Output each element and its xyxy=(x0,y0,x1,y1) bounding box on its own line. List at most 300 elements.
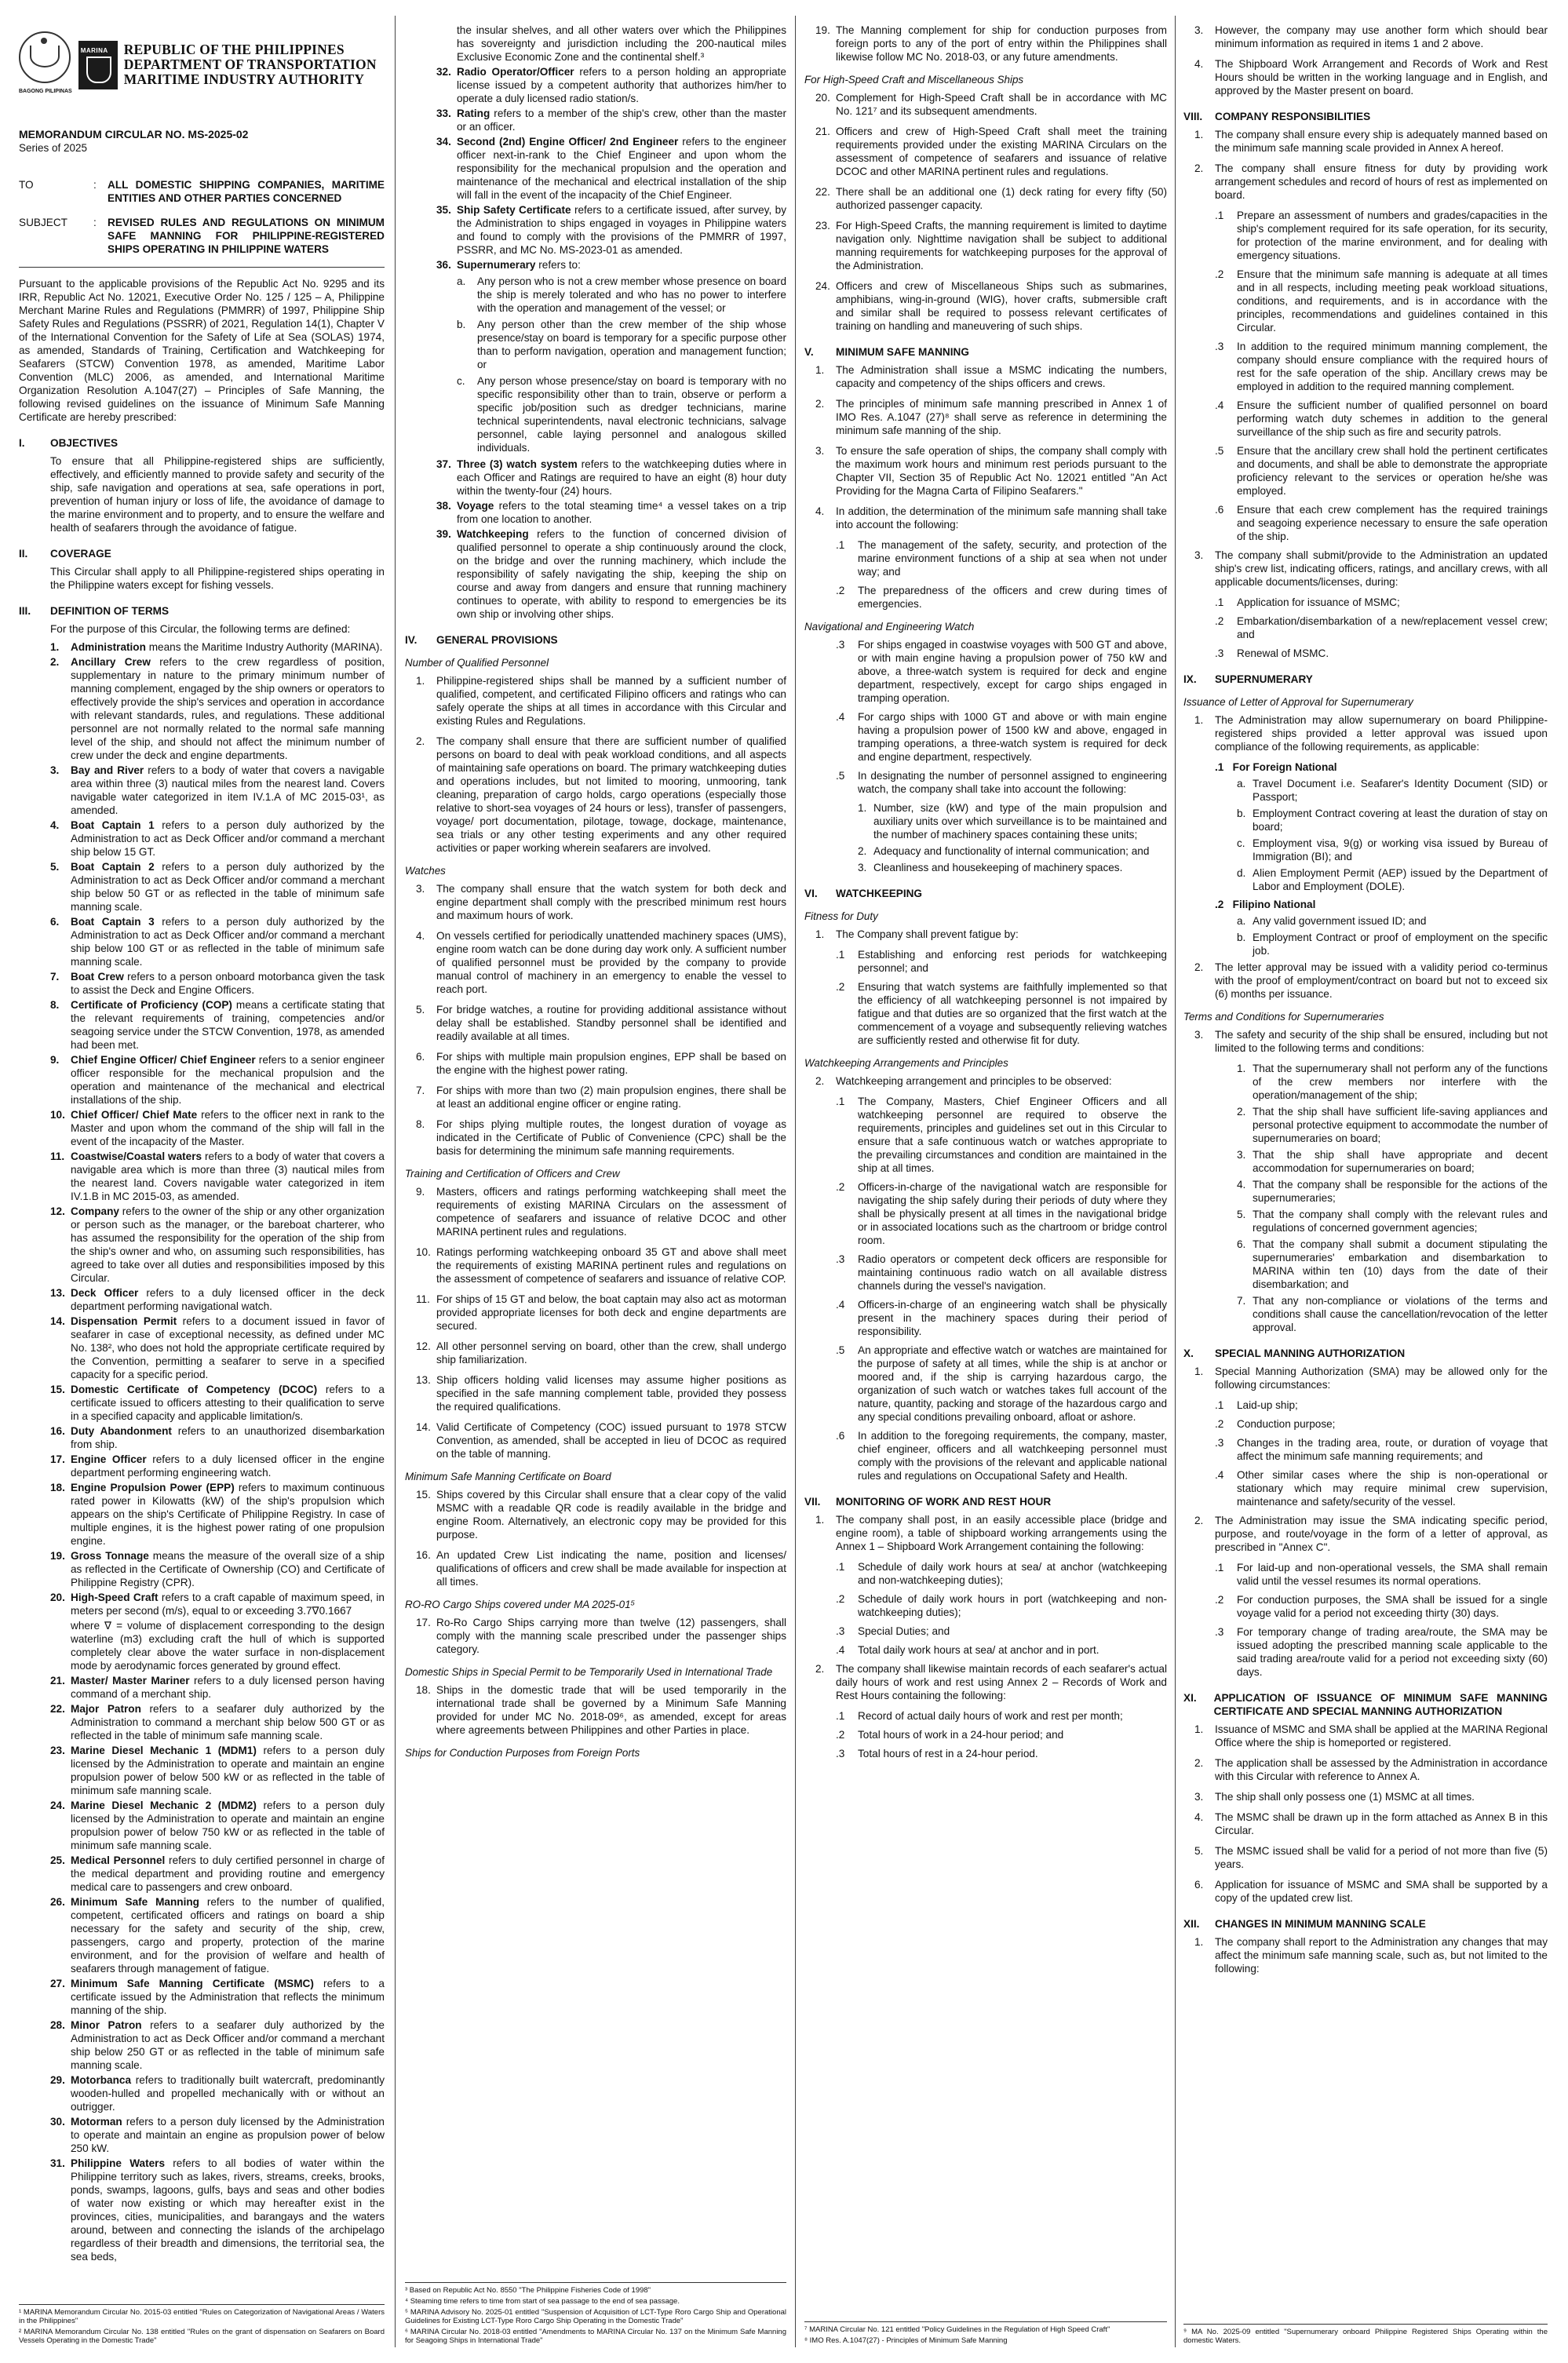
text: .2 xyxy=(836,1593,845,1605)
definition-item xyxy=(436,65,786,105)
text: That the company shall be responsible for the actions of the supernumeraries; xyxy=(1253,1179,1548,1204)
paragraph xyxy=(1215,340,1548,393)
text: The principles of minimum safe manning prescribed in Annex 1 of IMO Res. A.1047 (27)⁸ shall serve as reference in determining the minimum safe manning of the ship. xyxy=(836,398,1167,436)
text: Major Patron xyxy=(71,1703,141,1715)
definition-item xyxy=(436,107,786,133)
text: Travel Document i.e. Seafarer's Identity Document (SID) or Passport; xyxy=(1253,778,1548,803)
paragraph xyxy=(1215,1593,1548,1620)
text: The company shall submit/provide to the Administration an updated ship's crew list, indicating officers, ratings, and ancillary crews, with all applicable documents/licenses, during: xyxy=(1215,549,1548,588)
paragraph xyxy=(416,1118,786,1158)
text: .3 xyxy=(1215,341,1224,352)
text: MINIMUM SAFE MANNING xyxy=(836,346,969,358)
text: refers to maximum continuous rated power in Kilowatts (kW) of the ship's propulsion which appears on the ship's Certificate of Philippine Registry. In case of multiple engines, it is the highest power rating of one propulsion engine. xyxy=(71,1482,385,1547)
paragraph-number: 8. xyxy=(416,1118,425,1130)
text: Any valid government issued ID; and xyxy=(1253,915,1427,927)
paragraph xyxy=(815,444,1167,498)
text: 2. xyxy=(815,398,825,410)
text xyxy=(50,1619,71,1672)
text: SUPERNUMERARY xyxy=(1215,673,1313,685)
footnotes xyxy=(19,2304,385,2347)
paragraph xyxy=(1194,1514,1548,1554)
text: refers to a person duly licensed by the Administration to operate and maintain an engine as propulsion power of below 250 kW. xyxy=(71,2116,385,2154)
paragraph xyxy=(836,538,1167,578)
paragraph-number: 6. xyxy=(416,1051,425,1063)
text: Adequacy and functionality of internal communication; and xyxy=(873,845,1150,857)
text: 1. xyxy=(815,364,825,376)
footnotes xyxy=(804,2321,1167,2347)
paragraph xyxy=(1215,647,1548,660)
text: The MSMC shall be drawn up in the form attached as Annex B in this Circular. xyxy=(1215,1811,1548,1836)
text: 6. xyxy=(50,916,60,928)
text: An updated Crew List indicating the name, position and licenses/ qualifications of officers and crew shall be made available for inspection at all times. xyxy=(436,1549,786,1588)
text: 1. xyxy=(1237,1063,1246,1074)
paragraph xyxy=(416,1683,786,1737)
text: For High-Speed Crafts, the manning requirement is limited to daytime navigation only. Nighttime navigation shall be subject to additional manning requirements for watchkeeping purposes for the approval of the Administration. xyxy=(836,220,1167,272)
definition-body xyxy=(71,655,385,762)
subheading: Navigational and Engineering Watch xyxy=(804,621,975,633)
text: refers to a duly licensed person having command of a merchant ship. xyxy=(71,1675,385,1700)
memo-subject: SUBJECT : REVISED RULES AND REGULATIONS ON MINIMUM SAFE MANNING FOR PHILIPPINE-REGISTERED SHIPS OPERATING IN PHILIPPINE WATERS xyxy=(19,217,385,255)
definition-body xyxy=(71,860,385,913)
text: 2. xyxy=(858,845,867,857)
memo-to: TO : ALL DOMESTIC SHIPPING COMPANIES, MARITIME ENTITIES AND OTHER PARTIES CONCERNED xyxy=(19,179,385,204)
definition-item xyxy=(50,1053,385,1107)
text: That any non-compliance or violations of the terms and conditions shall cause the cancellation/revocation of the letter approval. xyxy=(1253,1295,1548,1333)
definition-item xyxy=(50,1619,385,1672)
paragraph xyxy=(815,219,1167,272)
text: The company shall likewise maintain records of each seafarer's actual daily hours of work and rest using Annex 2 – Records of Work and Rest Hours containing the following: xyxy=(836,1663,1167,1701)
paragraph xyxy=(1215,1417,1548,1431)
subheading: Issuance of Letter of Approval for Supernumerary xyxy=(1183,696,1413,708)
text: XII. xyxy=(1183,1918,1200,1930)
definition-item xyxy=(50,1424,385,1451)
text: refers to a senior engineer officer responsible for the mechanical propulsion and the operation and maintenance of the mechanical and electrical installations of the ship. xyxy=(71,1054,385,1106)
text: Minimum Safe Manning xyxy=(71,1896,199,1908)
definition-item xyxy=(50,1108,385,1148)
paragraph xyxy=(858,844,1167,858)
definition-item xyxy=(50,1481,385,1548)
text: Certificate of Proficiency (COP) xyxy=(71,999,232,1011)
supernumerary-subitem xyxy=(457,318,786,371)
text: 18. xyxy=(50,1482,65,1493)
section-heading xyxy=(1183,1691,1548,1718)
paragraph xyxy=(416,1373,786,1413)
text: All other personnel serving on board, other than the crew, shall undergo ship familiarization. xyxy=(436,1340,786,1366)
text: 3. xyxy=(50,764,60,776)
paragraph xyxy=(858,801,1167,841)
paragraph xyxy=(815,928,1167,941)
text: 14. xyxy=(50,1315,65,1327)
text: The preparedness of the officers and crew during times of emergencies. xyxy=(858,585,1167,610)
definition-item xyxy=(50,860,385,913)
text: a. xyxy=(457,275,466,287)
paragraph xyxy=(1194,713,1548,753)
text: For bridge watches, a routine for providing additional assistance without delay shall be established. Standby personnel shall be identified and readily available at all times. xyxy=(436,1004,786,1042)
definition-item xyxy=(50,998,385,1052)
text: .2 xyxy=(836,1729,845,1741)
definition-body xyxy=(71,1799,385,1852)
text: .1 xyxy=(1215,1399,1224,1411)
definition-item xyxy=(50,2157,385,2263)
paragraph-number: 5. xyxy=(416,1004,425,1016)
paragraph xyxy=(416,882,786,922)
text: .4 xyxy=(836,711,845,723)
definition-body xyxy=(457,135,786,202)
paragraph xyxy=(1194,1365,1548,1391)
paragraph xyxy=(836,1095,1167,1175)
text: 6. xyxy=(1237,1238,1246,1250)
definition-body xyxy=(457,258,786,272)
paragraph xyxy=(836,948,1167,975)
text: 3. xyxy=(1194,1029,1204,1041)
text: 4. xyxy=(815,505,825,517)
definition-item xyxy=(50,1453,385,1479)
paragraph xyxy=(416,1003,786,1043)
text: Application for issuance of MSMC; xyxy=(1237,596,1400,608)
text: refers to an unauthorized disembarkation from ship. xyxy=(71,1425,385,1450)
definition-body xyxy=(457,65,786,105)
footnote: ⁶ MARINA Circular No. 2018-03 entitled "Amendments to MARINA Circular No. 137 on the Minimum Safe Manning for Seagoing Ships in International Trade" xyxy=(405,2328,786,2345)
text: Valid Certificate of Competency (COC) issued pursuant to 1978 STCW Convention, as amended, shall be accepted in lieu of DCOC as required on the table of manning. xyxy=(436,1421,786,1460)
text: 2. xyxy=(815,1663,825,1675)
subheading: Number of Qualified Personnel xyxy=(405,657,549,669)
text: 21. xyxy=(815,126,830,137)
text: Boat Captain 1 xyxy=(71,819,155,831)
text: .3 xyxy=(836,639,845,651)
text: means the measure of the overall size of a ship as reflected in the Certificate of Ownership (CO) and Certificate of Philippine Registry (CPR). xyxy=(71,1550,385,1588)
text: For temporary change of trading area/route, the SMA may be issued adopting the prescribed manning scale applicable to the said trading area/route valid for a period not exceeding sixty (60) days. xyxy=(1237,1626,1548,1678)
definition-item xyxy=(50,1549,385,1589)
text: 7. xyxy=(50,971,60,983)
paragraph xyxy=(1237,1238,1548,1291)
text: SPECIAL MANNING AUTHORIZATION xyxy=(1215,1347,1406,1359)
text: .3 xyxy=(1215,647,1224,659)
text: 3. xyxy=(1194,1791,1204,1803)
paragraph-number: 10. xyxy=(416,1246,431,1258)
text: refers to the watchkeeping duties where in each Officer and Ratings are required to have an eight (8) hour duty within the twenty-four (24) hours. xyxy=(457,458,786,497)
text: Three (3) watch system xyxy=(457,458,578,470)
text: .2 xyxy=(836,981,845,993)
paragraph-number: 14. xyxy=(416,1421,431,1433)
paragraph xyxy=(836,1625,1167,1638)
text: refers to the total steaming time⁴ a vessel takes on a trip from one location to another. xyxy=(457,500,786,525)
text: 4. xyxy=(1194,1811,1204,1823)
paragraph-number: 13. xyxy=(416,1374,431,1386)
text: .3 xyxy=(836,1748,845,1759)
definition-body xyxy=(71,1205,385,1285)
text: Voyage xyxy=(457,500,494,512)
text: In addition to the required minimum manning complement, the company should ensure compliance with the required hours of rest for the safe operation of the ship. Ancillary crews may be employed in addition to the required manning complement. xyxy=(1237,341,1548,392)
text: 37. xyxy=(436,458,451,470)
memo-number: MEMORANDUM CIRCULAR NO. MS-2025-02 xyxy=(19,128,249,140)
paragraph xyxy=(1194,1878,1548,1905)
paragraph xyxy=(815,1513,1167,1553)
paragraph xyxy=(836,1643,1167,1657)
paragraph xyxy=(1237,807,1548,833)
filipino-national-label: .2 Filipino National xyxy=(1215,899,1316,910)
paragraph xyxy=(1215,1468,1548,1508)
definition-item xyxy=(50,1799,385,1852)
text: b. xyxy=(1237,808,1246,819)
text: 34. xyxy=(436,136,451,148)
text: For ships with multiple main propulsion engines, EPP shall be based on the engine with the highest power rating. xyxy=(436,1051,786,1076)
paragraph xyxy=(836,1429,1167,1482)
text: The company shall ensure that there are sufficient number of qualified persons on board to deal with peak workload conditions, and all aspects of maintaining safe operations on board. The primary watchkeeping duties and operations includes, but not limited to mooring, unmooring, tank cleaning, preparation of cargo holds, cargo operations (especially those relative to short-sea voyages of 24 hours or less), transfer of passengers, voyage/ port documentation, pilotage, towage, dockage, maintenance, sea trials or any other testing experiments and any other required activities or paper working wherein seafarers are involved. xyxy=(436,735,786,854)
text: 27. xyxy=(50,1978,65,1989)
paragraph xyxy=(1194,1028,1548,1055)
column-3-content xyxy=(804,24,1167,1760)
text: refers to a person duly licensed by the Administration to operate and maintain an engine propulsion power of below 500 kW or as reflected in the table of minimum safe manning scale. xyxy=(71,1745,385,1796)
text: Chief Engine Officer/ Chief Engineer xyxy=(71,1054,256,1066)
section-heading: III. DEFINITION OF TERMS xyxy=(19,605,170,617)
text: 11. xyxy=(50,1151,65,1162)
header-rule xyxy=(19,267,385,268)
text: That the company shall submit a document stipulating the supernumeraries' embarkation and disembarkation to MARINA within ten (10) days from the date of their disembarkation; and xyxy=(1253,1238,1548,1290)
definition-item xyxy=(50,1591,385,1617)
text: In designating the number of personnel assigned to engineering watch, the company shall take into account the following: xyxy=(858,770,1167,795)
text: For ships engaged in coastwise voyages with 500 GT and above, or with main engine having a propulsion power of 750 kW and above, a three-watch system is required for deck and engine department, respectively, except for cargo ships engaged in tramping operation. xyxy=(858,639,1167,704)
text: Philippine Waters xyxy=(71,2157,166,2169)
text: refers to the number of qualified, competent, certificated officers and ratings on board a ship necessary for the safety and security of the ship, crew, passengers, cargo and property, protection of the marine environment, and for the provision of welfare and health of seafarers through management of fatigue. xyxy=(71,1896,385,1975)
section-heading: II. COVERAGE xyxy=(19,548,111,560)
subheading: Watches xyxy=(405,865,446,877)
text: Motorman xyxy=(71,2116,122,2128)
text: .2 xyxy=(1215,1594,1224,1606)
text: Deck Officer xyxy=(71,1287,139,1299)
text: Marine Diesel Mechanic 2 (MDM2) xyxy=(71,1800,257,1811)
text: For cargo ships with 1000 GT and above or with main engine having a propulsion power of 1500 kW and above, engaged in tramping operations, a three-watch system is required for deck and engine department, respectively. xyxy=(858,711,1167,763)
text: The Administration may issue the SMA indicating specific period, purpose, and route/voyage in the form of a letter of approval, as prescribed in "Annex C". xyxy=(1215,1515,1548,1553)
supernumerary-subitems xyxy=(405,275,786,454)
text: refers to a certificate issued by the Administration that reflects the minimum manning of the ship. xyxy=(71,1978,385,2016)
paragraph xyxy=(416,1548,786,1588)
paragraph-number: 12. xyxy=(416,1340,431,1352)
text: .4 xyxy=(836,1299,845,1311)
text: refers to duly certified personnel in charge of the medical department and providing routine and emergency medical care to passengers and crew onboard. xyxy=(71,1854,385,1893)
text: For ships plying multiple routes, the longest duration of voyage as indicated in the Certificate of Public of Convenience (CPC) shall be the basis for determining the minimum safe manning requirements. xyxy=(436,1118,786,1157)
text: CHANGES IN MINIMUM MANNING SCALE xyxy=(1215,1918,1426,1930)
text: Ships covered by this Circular shall ensure that a clear copy of the valid MSMC with a readable QR code is readily available in the bridge and engine Room. Alternatively, an electronic copy may be provided for this purpose. xyxy=(436,1489,786,1541)
section-heading xyxy=(1183,673,1548,686)
definition-body xyxy=(457,458,786,498)
section-heading: IV. GENERAL PROVISIONS xyxy=(405,634,558,646)
text: .1 xyxy=(836,1561,845,1573)
subheading: RO-RO Cargo Ships covered under MA 2025-01⁵ xyxy=(405,1599,636,1610)
text: Ensure that the ancillary crew shall hold the pertinent certificates and documents, and shall be able to demonstrate the appropriate proficiency relevant to the services or operation he/she was employed. xyxy=(1237,445,1548,497)
text: b. xyxy=(457,319,466,330)
text: 31. xyxy=(50,2157,65,2169)
text: Masters, officers and ratings performing watchkeeping shall meet the requirements of existing MARINA Circulars on the assessment of competence of seafarers and issuance of relative DCOC and other MARINA pertinent rules and regulations. xyxy=(436,1186,786,1238)
text: .1 xyxy=(836,1096,845,1107)
footnote: ⁸ IMO Res. A.1047(27) - Principles of Minimum Safe Manning xyxy=(804,2336,1008,2345)
text: 7. xyxy=(1237,1295,1246,1307)
footnote: ⁵ MARINA Advisory No. 2025-01 entitled "Suspension of Acquisition of LCT-Type Roro Cargo Ship and Operational Guidelines for Existing LCT-Type Roro Cargo Ship Operating in the Domestic Trade" xyxy=(405,2308,786,2325)
text: APPLICATION OF ISSUANCE OF MINIMUM SAFE MANNING CERTIFICATE AND SPECIAL MANNING AUTHORIZATION xyxy=(1213,1692,1548,1717)
footnote: ² MARINA Memorandum Circular No. 138 entitled "Rules on the grant of dispensation on Seafarers on Board Vessels Operating in the Domestic Trade" xyxy=(19,2328,385,2345)
definition-item xyxy=(50,655,385,762)
paragraph xyxy=(836,1592,1167,1619)
paragraph-number: 15. xyxy=(416,1489,431,1501)
text: refers to a seafarer duly authorized by the Administration to command a merchant ship below 500 GT or as reflected in the table of minimum safe manning scale. xyxy=(71,1703,385,1741)
paragraph xyxy=(836,769,1167,796)
text: Engine Propulsion Power (EPP) xyxy=(71,1482,235,1493)
text: Ensure that the minimum safe manning is adequate at all times and in all respects, including meeting peak workload situations, conditions, and requirements, and is in accordance with the principles, recommendations and guidelines contained in this Circular. xyxy=(1237,268,1548,334)
section-heading xyxy=(804,345,1167,359)
definition-item xyxy=(436,499,786,526)
footnote: ⁷ MARINA Circular No. 121 entitled "Policy Guidelines in the Regulation of High Speed Craft" xyxy=(804,2325,1110,2334)
paragraph xyxy=(1194,961,1548,1001)
text: 1. xyxy=(1194,1366,1204,1377)
definition-item xyxy=(50,1315,385,1381)
paragraph xyxy=(815,185,1167,212)
paragraph xyxy=(1237,837,1548,863)
paragraph xyxy=(416,1084,786,1110)
text: WATCHKEEPING xyxy=(836,888,923,899)
text: Chief Officer/ Chief Mate xyxy=(71,1109,198,1121)
paragraph xyxy=(815,1662,1167,1702)
paragraph xyxy=(1215,596,1548,609)
paragraph-number: 11. xyxy=(416,1293,430,1305)
text: Any person whose presence/stay on board is temporary with no specific responsibility other than to train, observe or perform a specific job/position such as dredger technicians, marine technical superintendents, naval electronic technicians, salvage personnel, cable laying personnel and analogous skilled individuals. xyxy=(477,375,786,454)
paragraph xyxy=(1194,128,1548,155)
subheading: For High-Speed Craft and Miscellaneous Ships xyxy=(804,74,1024,86)
foreign-national-label: .1 For Foreign National xyxy=(1215,761,1337,773)
text: That the company shall comply with the relevant rules and regulations of concerned government agencies; xyxy=(1253,1209,1548,1234)
text: a. xyxy=(1237,778,1246,789)
column-4 xyxy=(1183,24,1548,2347)
paragraph xyxy=(1237,1208,1548,1234)
text: 20. xyxy=(50,1592,65,1603)
text: .3 xyxy=(836,1253,845,1265)
definition-item xyxy=(436,458,786,498)
text: Domestic Certificate of Competency (DCOC) xyxy=(71,1384,318,1395)
text: On vessels certified for periodically unattended machinery spaces (UMS), engine room watch can be done during day work only. A sufficient number of qualified personnel must be provided by the company to provide manual control of machinery in an emergency to enable the vessel to reach port. xyxy=(436,930,786,995)
definition-body xyxy=(71,1150,385,1203)
text: refers to traditionally built watercraft, predominantly wooden-hulled and propelled mechanically with or without an outrigger. xyxy=(71,2074,385,2113)
paragraph xyxy=(1237,777,1548,804)
text: An appropriate and effective watch or watches are maintained for the purpose of safety at all times, while the ship is at anchor or moored and, if the ship is carrying hazardous cargo, the organization of such watch or watches takes full account of the nature, quantity, packing and storage of the hazardous cargo and any special conditions prevailing onboard, afloat or ashore. xyxy=(858,1344,1167,1423)
text: .2 xyxy=(836,1181,845,1193)
text: 36. xyxy=(436,259,451,271)
text: Dispensation Permit xyxy=(71,1315,177,1327)
definition-item xyxy=(50,915,385,968)
paragraph xyxy=(1237,1105,1548,1145)
definition-item xyxy=(50,1977,385,2017)
paragraph xyxy=(416,735,786,855)
text: Medical Personnel xyxy=(71,1854,166,1866)
definition-item xyxy=(50,1383,385,1423)
text: .1 xyxy=(836,539,845,551)
text: 16. xyxy=(50,1425,65,1437)
definition-item xyxy=(50,1744,385,1797)
text: 1. xyxy=(1194,129,1204,140)
text: Renewal of MSMC. xyxy=(1237,647,1329,659)
paragraph xyxy=(1215,268,1548,334)
text: refers to a person duly authorized by the Administration to act as Deck Officer and/or command a merchant ship below 15 GT. xyxy=(71,819,385,858)
paragraph-number: 18. xyxy=(416,1684,431,1696)
definition-body xyxy=(457,527,786,621)
paragraph xyxy=(836,584,1167,611)
paragraph-number: 1. xyxy=(416,675,425,687)
paragraph xyxy=(1215,444,1548,498)
definition-item xyxy=(50,1674,385,1701)
definition-body xyxy=(71,1591,385,1617)
paragraph xyxy=(815,505,1167,531)
text: X. xyxy=(1183,1347,1194,1359)
text: 2. xyxy=(1194,1757,1204,1769)
text: 21. xyxy=(50,1675,65,1687)
definition-body xyxy=(71,1895,385,1975)
column-3 xyxy=(804,24,1167,2347)
text: 39. xyxy=(436,528,451,540)
text: The company shall report to the Administration any changes that may affect the minimum safe manning scale, such as, but not limited to the following: xyxy=(1215,1936,1548,1975)
preamble: Pursuant to the applicable provisions of the Republic Act No. 9295 and its IRR, Republic Act No. 12021, Executive Order No. 125 / 125 – A, Philippine Merchant Marine Rules and Regulations (PMMRR) of 1997, Philippine Ship Safety Rules and Regulations (PSSRR) of 2021, Regulation 14(1), Chapter V of the International Convention for the Safety of Life at Sea (SOLAS) 1974, as amended, Standards of Training, Certification and Watchkeeping for Seafarers (STCW) Convention 1978, as amended, Maritime Labor Convention (MLC) 2006, as amended, and International Maritime Organization Resolution A.1047(27) – Principles of Safe Manning, the following revised guidelines on the issuance of Minimum Safe Manning Certificate are hereby prescribed: xyxy=(19,278,385,423)
text: That the ship shall have sufficient life-saving appliances and personal protective equipment to accommodate the number of supernumeraries on board; xyxy=(1253,1106,1548,1144)
text: The Shipboard Work Arrangement and Records of Work and Rest Hours should be written in the working language and in English, and approved by the Master present on board. xyxy=(1215,58,1548,97)
paragraph xyxy=(1237,866,1548,893)
subheading: Fitness for Duty xyxy=(804,910,878,922)
text: The company shall ensure fitness for duty by providing work arrangement schedules and record of hours of rest as implemented on board. xyxy=(1215,162,1548,201)
definitions-list xyxy=(405,458,786,621)
paragraph xyxy=(858,861,1167,874)
text: Alien Employment Permit (AEP) issued by the Department of Labor and Employment (DOLE). xyxy=(1253,867,1548,892)
text: Officers-in-charge of an engineering watch shall be physically present in the machinery spaces during their period of responsibility. xyxy=(858,1299,1167,1337)
text: Radio operators or competent deck officers are responsible for maintaining continuous radio watch on all available distress channels during the vessel's navigation. xyxy=(858,1253,1167,1292)
text: The ship shall only possess one (1) MSMC at all times. xyxy=(1215,1791,1475,1803)
seal-caption: BAGONG PILIPINAS xyxy=(19,89,72,94)
text: 4. xyxy=(50,819,60,831)
paragraph xyxy=(1194,1723,1548,1749)
text: refers to a document issued in favor of seafarer in case of exceptional necessity, as defined under MC No. 138², who does not hold the appropriate certificate required by the Convention, permitting a seafarer to serve in a specified capacity for a specific period. xyxy=(71,1315,385,1380)
text: Master/ Master Mariner xyxy=(71,1675,190,1687)
paragraph xyxy=(815,1074,1167,1088)
text: 1. xyxy=(50,641,60,653)
text: c. xyxy=(1237,837,1245,849)
paragraph xyxy=(836,1560,1167,1587)
text: 22. xyxy=(815,186,830,198)
paragraph-number: 3. xyxy=(416,883,425,895)
paragraph xyxy=(416,1340,786,1366)
text: Number, size (kW) and type of the main propulsion and auxiliary units over which surveillance is to be maintained and the number of machinery spaces containing these units; xyxy=(873,802,1167,841)
definition-item xyxy=(50,2115,385,2155)
text: Ship officers holding valid licenses may assume higher positions as specified in the safe manning complement table, provided they possess the required qualifications. xyxy=(436,1374,786,1413)
paragraph xyxy=(1237,914,1548,928)
paragraph xyxy=(815,279,1167,333)
paragraph xyxy=(1215,1436,1548,1463)
text: .3 xyxy=(1215,1626,1224,1638)
paragraph xyxy=(416,674,786,727)
text: Marine Diesel Mechanic 1 (MDM1) xyxy=(71,1745,257,1756)
text: Radio Operator/Officer xyxy=(457,66,574,78)
text: .2 xyxy=(1215,1418,1224,1430)
paragraph xyxy=(416,1245,786,1285)
footnotes xyxy=(1183,2324,1548,2347)
text: 23. xyxy=(50,1745,65,1756)
text: Ratings performing watchkeeping onboard 35 GT and above shall meet the requirements of existing MARINA pertinent rules and regulations on the assessment of competence of seafarers and issuance of relative COP. xyxy=(436,1246,786,1285)
text: refers to a craft capable of maximum speed, in meters per second (m/s), equal to or exceeding 3.7∇0.1667 xyxy=(71,1592,385,1617)
definition-item xyxy=(50,1286,385,1313)
text: 38. xyxy=(436,500,451,512)
text: refers to a person duly authorized by the Administration to act as Deck Officer and/or command a merchant ship below 100 GT or as reflected in the table of minimum safe manning scale. xyxy=(71,916,385,968)
paragraph xyxy=(416,1488,786,1541)
text: Total hours of work in a 24-hour period; and xyxy=(858,1729,1064,1741)
paragraph xyxy=(1215,1398,1548,1412)
column-2 xyxy=(405,24,786,2347)
text: 29. xyxy=(50,2074,65,2086)
text: 4. xyxy=(1194,58,1204,70)
text: d. xyxy=(1237,867,1246,879)
coverage-text: This Circular shall apply to all Philippine-registered ships operating in the Philippine waters except for fishing vessels. xyxy=(50,566,385,591)
